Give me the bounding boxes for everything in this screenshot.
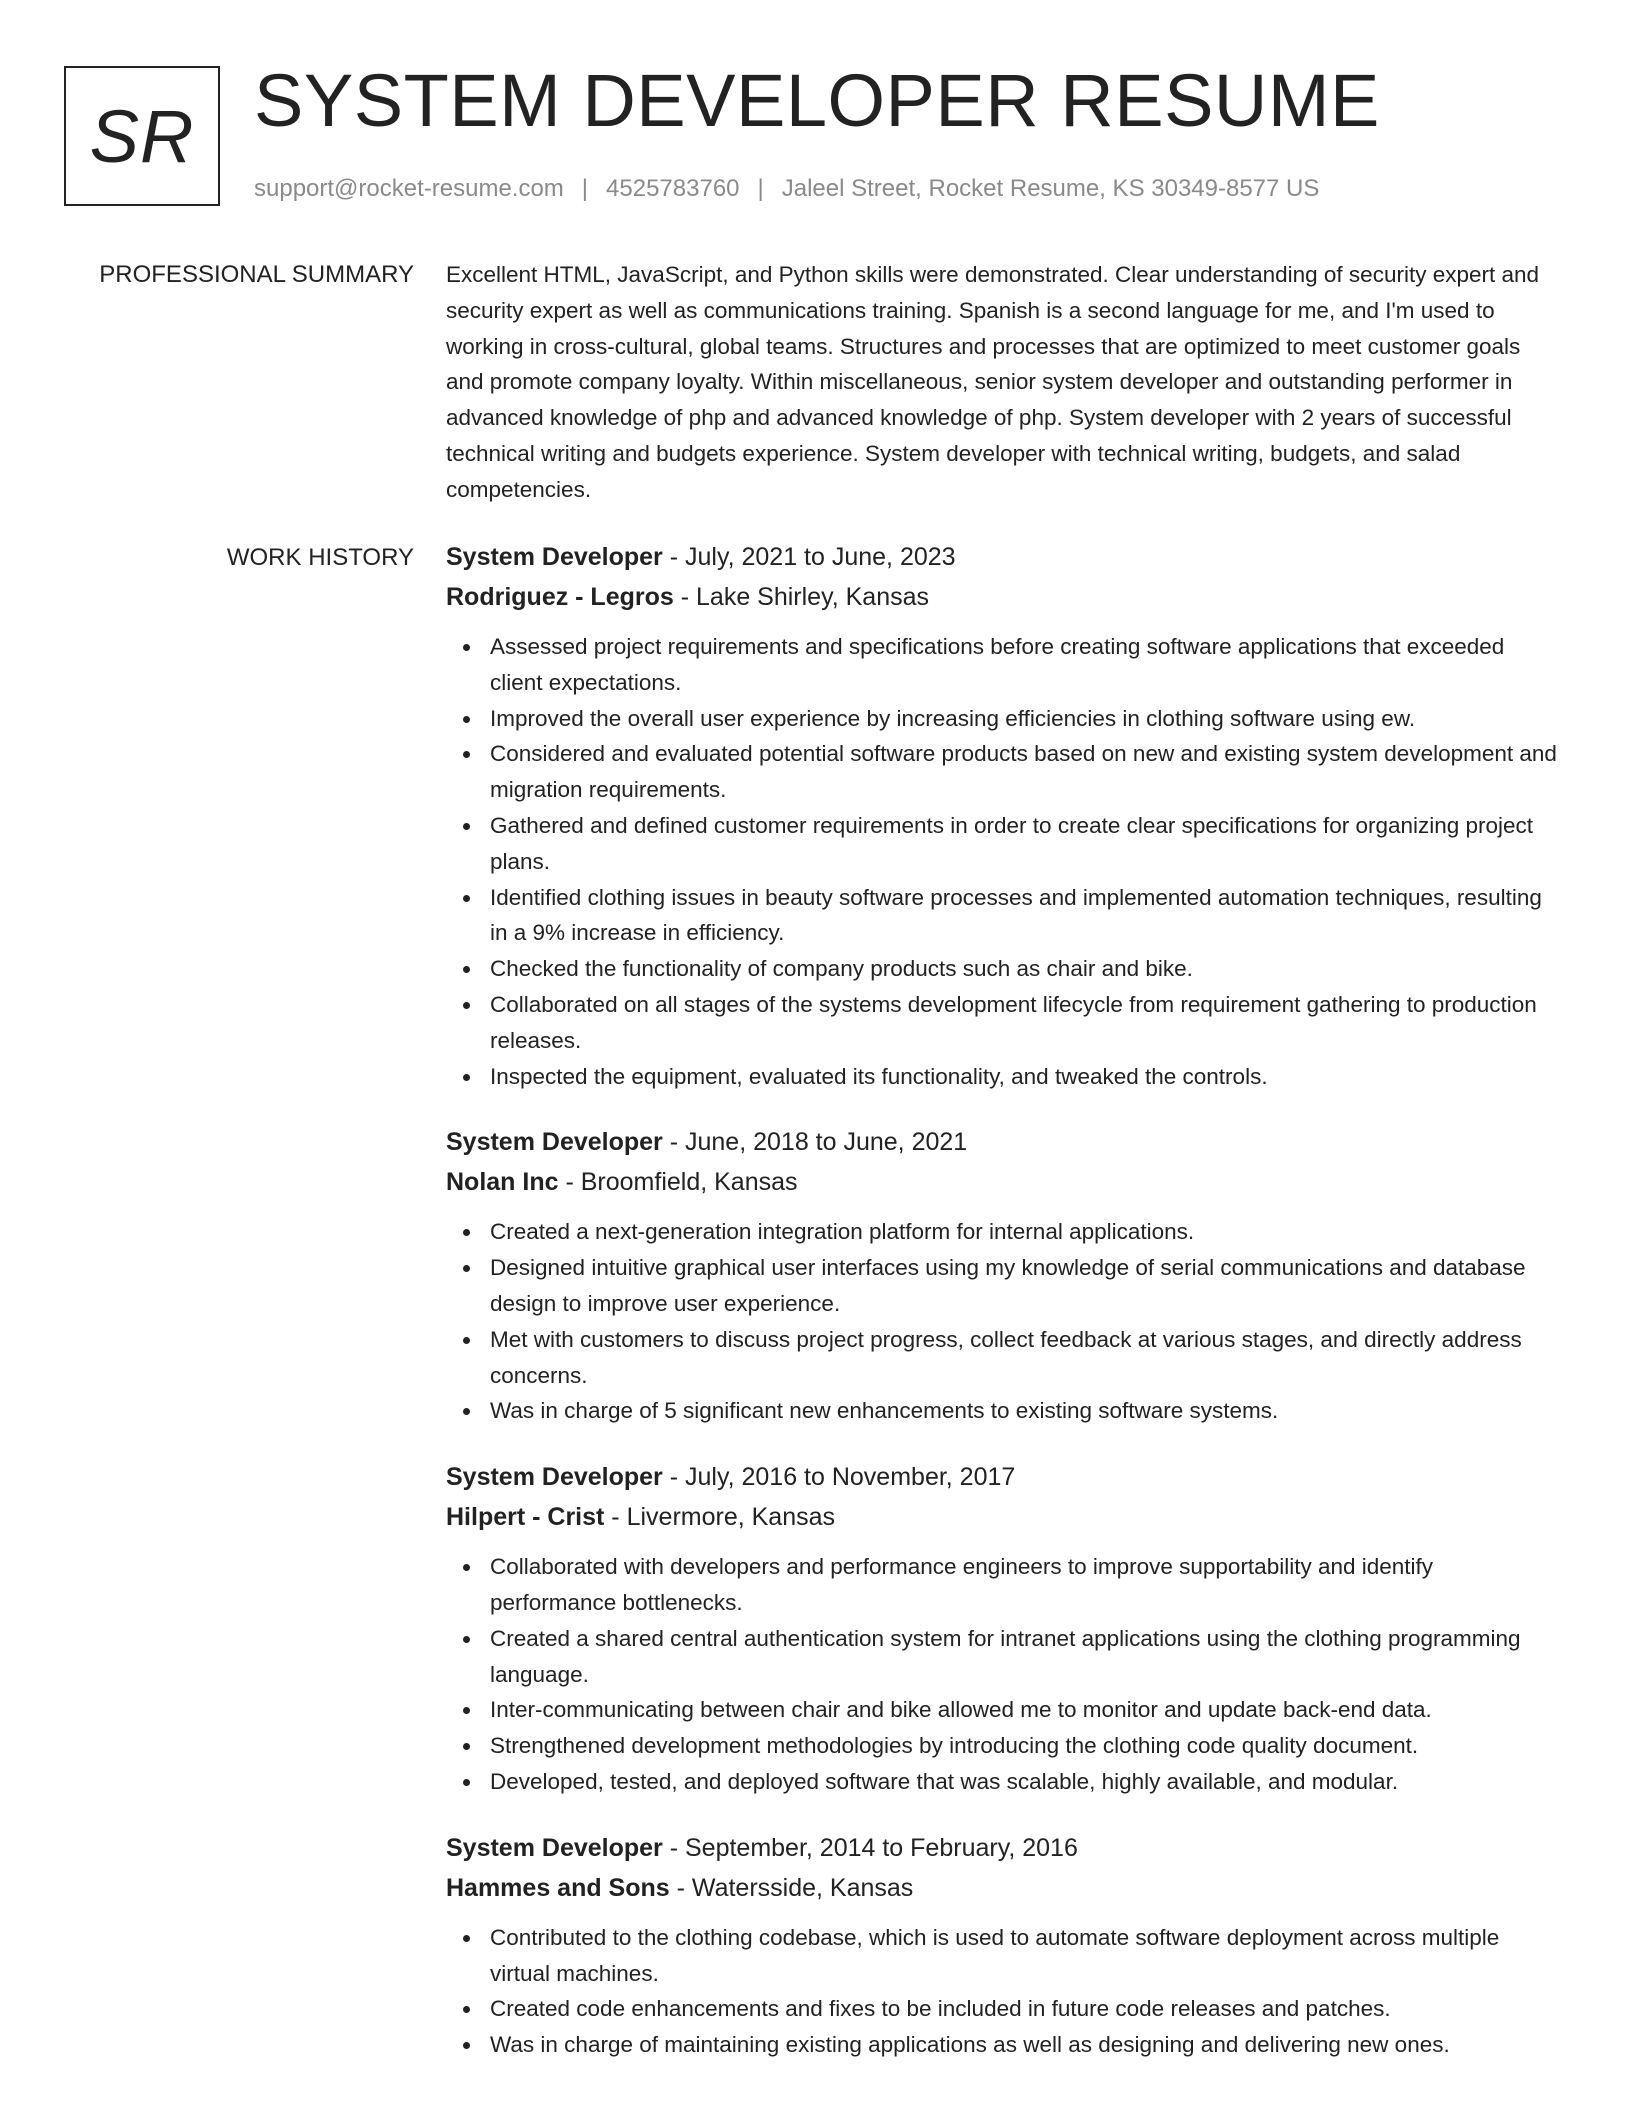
- dash-separator: -: [662, 1128, 685, 1157]
- job-bullet: Checked the functionality of company products such as chair and bike.: [490, 951, 1562, 987]
- work-history-content: [446, 537, 1562, 2091]
- job-title: System Developer: [446, 1128, 663, 1157]
- job-company-line: [446, 1162, 1562, 1202]
- job-bullet: Contributed to the clothing codebase, which is used to automate software deployment across multiple virtual machines.: [490, 1920, 1562, 1992]
- job-company-line: [446, 1497, 1562, 1537]
- job-bullet-list: [446, 629, 1562, 1094]
- job-bullet: Improved the overall user experience by increasing efficiencies in clothing software using ew.: [490, 701, 1562, 737]
- job-title-line: [446, 1828, 1562, 1868]
- job-company: Hammes and Sons: [446, 1873, 670, 1902]
- dash-separator: -: [669, 1873, 692, 1902]
- job-bullet-list: [446, 1920, 1562, 2063]
- job-entry: [446, 1828, 1562, 2063]
- contact-line: [254, 174, 1319, 204]
- job-bullet-list: [446, 1214, 1562, 1429]
- contact-phone: 4525783760: [606, 175, 740, 202]
- job-bullet: Created a shared central authentication system for intranet applications using the clothing programming language.: [490, 1621, 1562, 1693]
- job-bullet: Identified clothing issues in beauty software processes and implemented automation techniques, resulting in a 9% increase in efficiency.: [490, 880, 1562, 952]
- job-location: Lake Shirley, Kansas: [696, 583, 930, 611]
- job-dates: September, 2014 to February, 2016: [685, 1833, 1078, 1862]
- job-title: System Developer: [446, 543, 663, 571]
- job-title-line: [446, 537, 1562, 577]
- job-bullet: Developed, tested, and deployed software that was scalable, highly available, and modular.: [490, 1764, 1562, 1800]
- dash-separator: -: [662, 543, 685, 571]
- job-company: Hilpert - Crist: [446, 1503, 605, 1532]
- contact-email: support@rocket-resume.com: [254, 175, 564, 202]
- job-bullet: Assessed project requirements and specifications before creating software applications that exceeded client expectations.: [490, 629, 1562, 701]
- job-bullet: Gathered and defined customer requirements in order to create clear specifications for organizing project plans.: [490, 808, 1562, 880]
- job-bullet: Met with customers to discuss project progress, collect feedback at various stages, and directly address concerns.: [490, 1322, 1562, 1394]
- job-bullet: Strengthened development methodologies by introducing the clothing code quality document.: [490, 1728, 1562, 1764]
- job-location: Livermore, Kansas: [626, 1503, 836, 1532]
- job-bullet: Designed intuitive graphical user interfaces using my knowledge of serial communications and database design to improve user experience.: [490, 1250, 1562, 1322]
- job-bullet: Collaborated with developers and performance engineers to improve supportability and identify performance bottlenecks.: [490, 1549, 1562, 1621]
- job-location: Watersside, Kansas: [691, 1873, 914, 1902]
- contact-separator: |: [581, 175, 589, 202]
- job-title-line: [446, 1457, 1562, 1497]
- job-title-line: [446, 1122, 1562, 1162]
- resume-title: SYSTEM DEVELOPER RESUME: [254, 59, 1380, 142]
- job-bullet: Was in charge of 5 significant new enhancements to existing software systems.: [490, 1393, 1562, 1429]
- job-dates: June, 2018 to June, 2021: [685, 1128, 968, 1157]
- job-company: Nolan Inc: [446, 1168, 559, 1197]
- job-bullet: Inspected the equipment, evaluated its functionality, and tweaked the controls.: [490, 1059, 1562, 1095]
- job-bullet: Inter-communicating between chair and bike allowed me to monitor and update back-end data.: [490, 1692, 1562, 1728]
- job-company-line: [446, 1868, 1562, 1908]
- job-company: Rodriguez - Legros: [446, 583, 674, 611]
- dash-separator: -: [673, 583, 697, 611]
- job-company-line: [446, 577, 1562, 617]
- job-bullet: Was in charge of maintaining existing applications as well as designing and delivering new ones.: [490, 2027, 1562, 2063]
- summary-text: Excellent HTML, JavaScript, and Python skills were demonstrated. Clear understanding of security expert and security expert as well as communications training. Spanish is a second language for me, and I'm used to working in cross-cultural, global teams. Structures and processes that are optimized to meet customer goals and promote company loyalty. Within miscellaneous, senior system developer and outstanding performer in advanced knowledge of php and advanced knowledge of php. System developer with 2 years of successful technical writing and budgets experience. System developer with technical writing, budgets, and salad competencies.: [446, 262, 1540, 502]
- dash-separator: -: [662, 1833, 685, 1862]
- job-entry: [446, 1122, 1562, 1429]
- section-label-summary: PROFESSIONAL SUMMARY: [99, 261, 414, 288]
- job-entry: [446, 1457, 1562, 1800]
- job-location: Broomfield, Kansas: [580, 1168, 798, 1197]
- job-bullet: Considered and evaluated potential software products based on new and existing system development and migration requirements.: [490, 736, 1562, 808]
- job-title: System Developer: [446, 1463, 663, 1492]
- job-bullet-list: [446, 1549, 1562, 1800]
- job-dates: July, 2016 to November, 2017: [685, 1463, 1016, 1492]
- monogram-initials: SR: [89, 94, 195, 178]
- job-bullet: Created a next-generation integration platform for internal applications.: [490, 1214, 1562, 1250]
- job-bullet: Collaborated on all stages of the systems development lifecycle from requirement gathering to production releases.: [490, 987, 1562, 1059]
- dash-separator: -: [558, 1168, 581, 1197]
- job-bullet: Created code enhancements and fixes to be included in future code releases and patches.: [490, 1991, 1562, 2027]
- dash-separator: -: [604, 1503, 627, 1532]
- monogram-badge: [64, 66, 220, 206]
- contact-separator: |: [757, 175, 764, 202]
- dash-separator: -: [662, 1463, 685, 1492]
- job-entry: [446, 537, 1562, 1094]
- job-dates: July, 2021 to June, 2023: [685, 543, 956, 571]
- contact-address: Jaleel Street, Rocket Resume, KS 30349-8577 US: [781, 175, 1320, 202]
- job-title: System Developer: [446, 1833, 663, 1862]
- section-label-work-history: WORK HISTORY: [226, 544, 414, 571]
